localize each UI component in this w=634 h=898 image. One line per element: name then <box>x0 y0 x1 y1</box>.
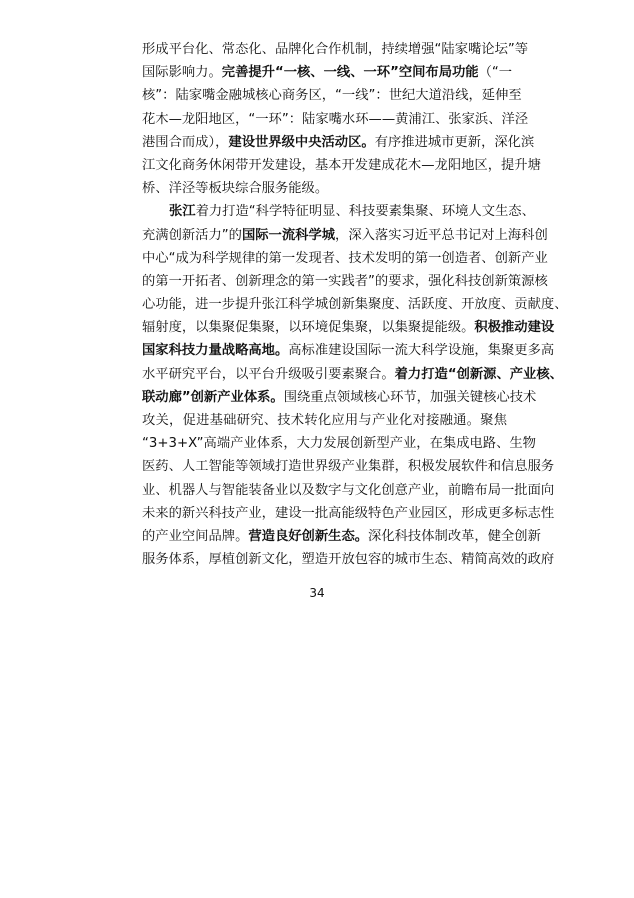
page-number: 34 <box>309 586 325 600</box>
text-line <box>142 84 522 107</box>
text-line <box>142 432 536 455</box>
text-run: “3+3+X”高端产业体系，大力发展创新型产业，在集成电路、生物 <box>142 436 536 452</box>
text-line <box>142 61 513 84</box>
text-run: 辐射度，以集聚促集聚，以环境促集聚，以集聚提能级。 <box>142 320 475 336</box>
text-line <box>142 479 555 502</box>
text-run: 着力打造“科学特征明显、科技要素集聚、环境人文生态、 <box>195 204 535 220</box>
text-run: ，深入落实习近平总书记对上海科创 <box>335 227 548 243</box>
bold-text: 联动廊”创新产业体系。 <box>142 389 284 405</box>
text-line <box>142 316 555 339</box>
text-run: 服务体系，厚植创新文化，塑造开放包容的城市生态、精简高效的政府 <box>142 552 555 568</box>
text-run: 深化科技体制改革，健全创新 <box>368 528 541 544</box>
text-line <box>142 177 507 200</box>
text-run: 核”：陆家嘴金融城核心商务区，“一线”：世纪大道沿线，延伸至 <box>142 88 522 104</box>
text-run: 花木—龙阳地区，“一环”：陆家嘴水环——黄浦江、张家浜、洋泾 <box>142 111 529 127</box>
text-run: 形成平台化、常态化、品牌化合作机制，持续增强“陆家嘴论坛”等 <box>142 42 529 57</box>
text-run: 医药、人工智能等领域打造世界级产业集群，积极发展软件和信息服务 <box>142 459 555 475</box>
text-run: 江文化商务休闲带开发建设，基本开发建成花木—龙阳地区，提升塘 <box>142 157 541 173</box>
bold-text: 建设世界级中央活动区。 <box>228 134 375 150</box>
bold-text: 着力打造“创新源、产业核、 <box>394 366 563 382</box>
text-run: 水平研究平台，以平台升级吸引要素聚合。 <box>142 366 395 382</box>
text-line <box>142 502 555 525</box>
text-run: 的产业空间品牌。 <box>142 528 249 544</box>
bold-text: 营造良好创新生态。 <box>248 528 369 544</box>
body-text <box>142 38 568 571</box>
text-line <box>142 38 529 61</box>
text-run: 有序推进城市更新，深化滨 <box>374 134 535 150</box>
text-run: 充满创新活力”的 <box>142 227 242 243</box>
bold-text: 张江 <box>169 204 196 220</box>
text-line <box>142 247 548 270</box>
text-run: 心功能，进一步提升张江科学城创新集聚度、活跃度、开放度、贡献度、 <box>142 297 568 313</box>
text-run: 围绕重点领域核心环节，加强关键核心技术 <box>283 389 537 405</box>
text-run: 攻关，促进基础研究、技术转化应用与产业化对接融通。聚焦 <box>142 413 507 428</box>
bold-text: 国际一流科学城 <box>241 227 336 243</box>
text-run: 中心“成为科学规律的第一发现者、技术发明的第一创造者、创新产业 <box>142 250 548 266</box>
text-line <box>142 270 548 293</box>
text-line <box>142 548 555 571</box>
text-run: 港围合而成）， <box>142 134 229 150</box>
bold-text: 国家科技力量战略高地。 <box>142 343 289 359</box>
text-run: 桥、洋泾等板块综合服务能级。 <box>142 181 329 197</box>
text-line <box>142 455 555 478</box>
text-run: 的第一开拓者、创新理念的第一实践者”的要求，强化科技创新策源核 <box>142 273 548 289</box>
text-line <box>142 224 548 247</box>
text-run: 国际影响力。 <box>142 65 222 81</box>
text-run: 未来的新兴科技产业，建设一批高能级特色产业园区，形成更多标志性 <box>142 505 555 521</box>
paragraph <box>142 38 541 200</box>
text-line <box>142 525 541 548</box>
text-line <box>142 409 507 432</box>
text-line <box>142 339 555 362</box>
text-line <box>142 200 535 223</box>
text-run: 业、机器人与智能装备业以及数字与文化创意产业，前瞻布局一批面向 <box>142 482 555 498</box>
text-line <box>142 131 535 154</box>
text-line <box>142 363 563 386</box>
text-line <box>142 386 537 409</box>
text-run: （“一 <box>478 65 513 81</box>
text-line <box>142 293 568 316</box>
bold-text: 积极推动建设 <box>474 320 555 336</box>
bold-text: 完善提升“一核、一线、一环”空间布局功能 <box>221 65 479 81</box>
text-line <box>142 154 541 177</box>
paragraph <box>142 200 568 571</box>
text-line <box>142 108 529 131</box>
text-run: 高标准建设国际一流大科学设施，集聚更多高 <box>288 343 555 359</box>
